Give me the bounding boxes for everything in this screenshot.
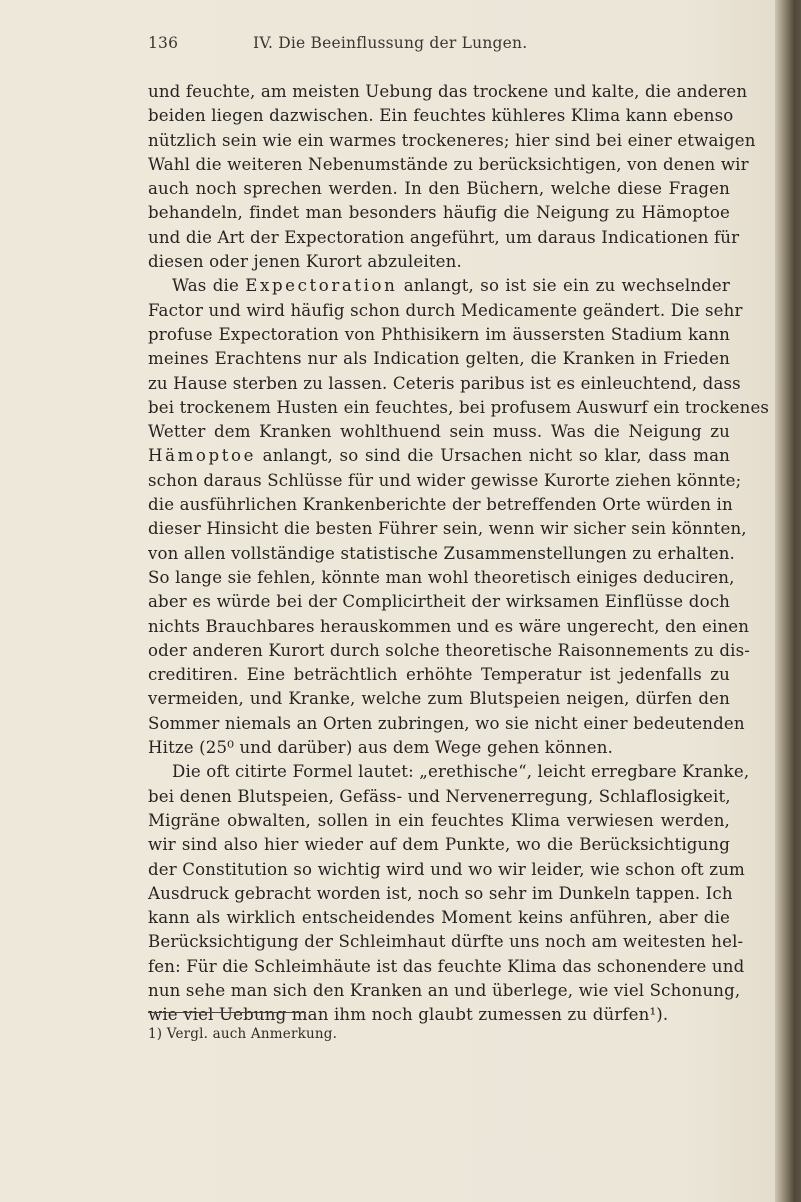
text-line: Migräne obwalten, sollen in ein feuchtes Klima verwiesen werden,: [148, 810, 730, 830]
text-line: der Constitution so wichtig wird und wo wir leider, wie schon oft zum: [148, 859, 745, 879]
text-line: nun sehe man sich den Kranken an und überlege, wie viel Schonung,: [148, 980, 741, 1000]
text-line: zu Hause sterben zu lassen. Ceteris paribus ist es einleuchtend, dass: [148, 373, 741, 393]
text-line: die ausführlichen Krankenberichte der betreffenden Orte würden in: [148, 495, 733, 515]
text-line: nichts Brauchbares herauskommen und es wäre ungerecht, den einen: [148, 616, 750, 636]
text-line: vermeiden, und Kranke, welche zum Blutspeien neigen, dürfen den: [148, 689, 730, 709]
emphasized-word: Expectoration: [245, 276, 398, 296]
text-line: beiden liegen dazwischen. Ein feuchtes kühleres Klima kann ebenso: [148, 106, 734, 126]
text-line: kann als wirklich entscheidendes Moment keins anführen, aber die: [148, 908, 730, 928]
text-line: Sommer niemals an Orten zubringen, wo sie nicht einer bedeutenden: [148, 713, 745, 733]
text-line: wir sind also hier wieder auf dem Punkte, wo die Berücksichtigung: [148, 835, 730, 855]
text-line: creditiren. Eine beträchtlich erhöhte Temperatur ist jedenfalls zu: [148, 665, 730, 685]
text-line: bei trockenem Husten ein feuchtes, bei profusem Auswurf ein trockenes: [148, 397, 770, 417]
text-line: Die oft citirte Formel lautet: „erethische“, leicht erregbare Kranke,: [172, 762, 750, 782]
text-line: profuse Expectoration von Phthisikern im äussersten Stadium kann: [148, 324, 730, 344]
text-line: diesen oder jenen Kurort abzuleiten.: [148, 252, 462, 272]
text-line: nützlich sein wie ein warmes trockeneres; hier sind bei einer etwaigen: [148, 130, 756, 150]
text-line: dieser Hinsicht die besten Führer sein, wenn wir sicher sein könnten,: [148, 519, 747, 539]
page-number: 136: [148, 34, 179, 52]
text-line: Hitze (25⁰ und darüber) aus dem Wege gehen können.: [148, 738, 614, 758]
text-line: Wetter dem Kranken wohlthuend sein muss. Was die Neigung zu: [148, 422, 730, 442]
text-line: und die Art der Expectoration angeführt, um daraus Indicationen für: [148, 227, 740, 247]
footnote: 1) Vergl. auch Anmerkung.: [148, 1026, 338, 1042]
running-head-title: IV. Die Beeinflussung der Lungen.: [253, 34, 528, 52]
text-line: Factor und wird häufig schon durch Medicamente geändert. Die sehr: [148, 300, 743, 320]
emphasized-word: Hämoptoe: [148, 446, 256, 466]
text-line: Ausdruck gebracht worden ist, noch so sehr im Dunkeln tappen. Ich: [148, 883, 733, 903]
text-line: So lange sie fehlen, könnte man wohl theoretisch einiges deduciren,: [148, 567, 735, 587]
text-line: meines Erachtens nur als Indication gelten, die Kranken in Frieden: [148, 349, 730, 369]
text-line: aber es würde bei der Complicirtheit der wirksamen Einflüsse doch: [148, 592, 730, 612]
page-binding-edge: [775, 0, 801, 1202]
running-head: [148, 34, 728, 58]
body-text: [148, 80, 770, 1028]
text-line: bei denen Blutspeien, Gefäss- und Nervenerregung, Schlaflosigkeit,: [148, 786, 731, 806]
text-line: und feuchte, am meisten Uebung das trockene und kalte, die anderen: [148, 82, 748, 101]
text-line: Hämoptoe anlangt, so sind die Ursachen nicht so klar, dass man: [148, 446, 730, 466]
text-line: oder anderen Kurort durch solche theoretische Raisonnements zu dis-: [148, 640, 751, 660]
text-line: von allen vollständige statistische Zusammenstellungen zu erhalten.: [148, 543, 735, 563]
text-line: Berücksichtigung der Schleimhaut dürfte uns noch am weitesten hel-: [148, 932, 744, 952]
text-line: schon daraus Schlüsse für und wider gewisse Kurorte ziehen könnte;: [148, 470, 742, 490]
footnote-divider: [148, 1012, 306, 1013]
text-line: fen: Für die Schleimhäute ist das feuchte Klima das schonendere und: [148, 956, 745, 976]
text-line: auch noch sprechen werden. In den Büchern, welche diese Fragen: [148, 179, 730, 199]
text-line: behandeln, findet man besonders häufig die Neigung zu Hämoptoe: [148, 203, 730, 223]
text-line: Wahl die weiteren Nebenumstände zu berücksichtigen, von denen wir: [148, 154, 749, 174]
text-line: wie viel Uebung man ihm noch glaubt zumessen zu dürfen¹).: [148, 1005, 669, 1025]
text-line-spaced: Was die Expectoration anlangt, so ist sie ein zu wechselnder: [172, 276, 730, 296]
